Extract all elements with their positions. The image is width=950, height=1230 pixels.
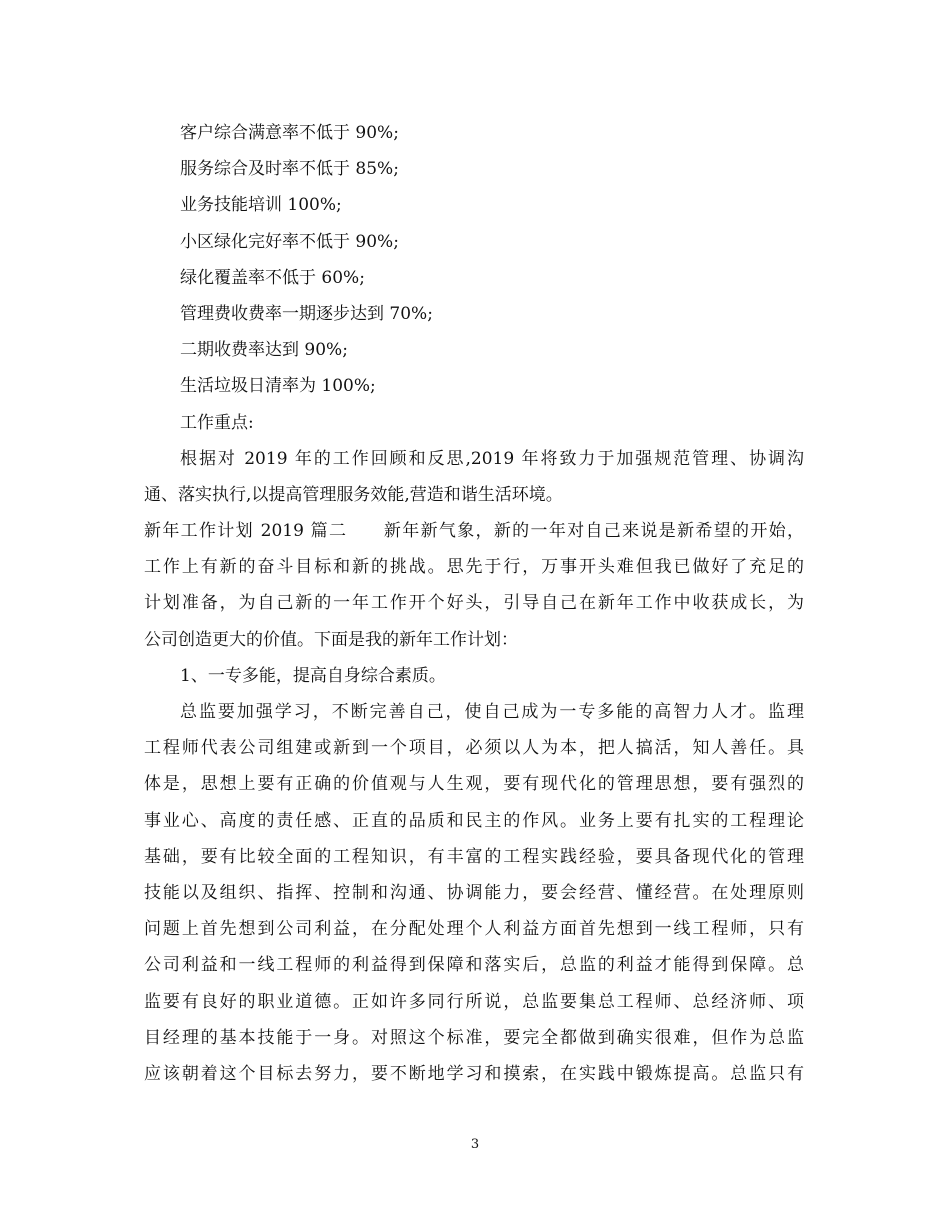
text-line: 二期收费率达到 90%;: [180, 340, 348, 361]
text-line: 目经理的基本技能于一身。对照这个标准，要完全都做到确实很难，但作为总监: [144, 1027, 804, 1048]
text-line: 工程师代表公司组建或新到一个项目，必须以人为本，把人搞活，知人善任。具: [144, 738, 804, 759]
text-line: 技能以及组织、指挥、控制和沟通、协调能力，要会经营、懂经营。在处理原则: [144, 882, 804, 903]
text-line: 通、落实执行,以提高管理服务效能,营造和谐生活环境。: [144, 484, 563, 505]
text-line: 根据对 2019 年的工作回顾和反思,2019 年将致力于加强规范管理、协调沟: [180, 448, 804, 469]
text-line: 监要有良好的职业道德。正如许多同行所说，总监要集总工程师、总经济师、项: [144, 991, 804, 1012]
text-line: 问题上首先想到公司利益，在分配处理个人利益方面首先想到一线工程师，只有: [144, 919, 804, 940]
text-line: 业务技能培训 100%;: [180, 195, 342, 216]
text-line: 事业心、高度的责任感、正直的品质和民主的作风。业务上要有扎实的工程理论: [144, 810, 804, 831]
text-line: 应该朝着这个目标去努力，要不断地学习和摸索，在实践中锻炼提高。总监只有: [144, 1063, 804, 1084]
text-line: 基础，要有比较全面的工程知识，有丰富的工程实践经验，要具备现代化的管理: [144, 846, 804, 867]
text-line: 工作上有新的奋斗目标和新的挑战。思先于行，万事开头难但我已做好了充足的: [144, 557, 804, 578]
text-line: 计划准备，为自己新的一年工作开个好头，引导自己在新年工作中收获成长，为: [144, 593, 804, 614]
section-heading: 工作重点:: [180, 412, 254, 433]
text-line: 公司创造更大的价值。下面是我的新年工作计划：: [144, 629, 518, 650]
text-line: 体是，思想上要有正确的价值观与人生观，要有现代化的管理思想，要有强烈的: [144, 774, 804, 795]
text-line: 总监要加强学习，不断完善自己，使自己成为一专多能的高智力人才。监理: [180, 702, 804, 722]
text-line: 服务综合及时率不低于 85%;: [180, 159, 399, 180]
text-line: 生活垃圾日清率为 100%;: [180, 376, 376, 397]
list-heading: 1、一专多能，提高自身综合素质。: [180, 665, 446, 686]
text-line: 小区绿化完好率不低于 90%;: [180, 231, 399, 252]
text-line: 客户综合满意率不低于 90%;: [180, 123, 399, 143]
document-body: [144, 115, 804, 1092]
article-title-line: 新年工作计划 2019 篇二 新年新气象，新的一年对自己来说是新希望的开始，: [144, 521, 804, 542]
page-number: 3: [470, 1137, 480, 1152]
text-line: 管理费收费率一期逐步达到 70%;: [180, 303, 433, 324]
text-line: 公司利益和一线工程师的利益得到保障和落实后，总监的利益才能得到保障。总: [144, 955, 804, 976]
text-line: 绿化覆盖率不低于 60%;: [180, 267, 365, 288]
